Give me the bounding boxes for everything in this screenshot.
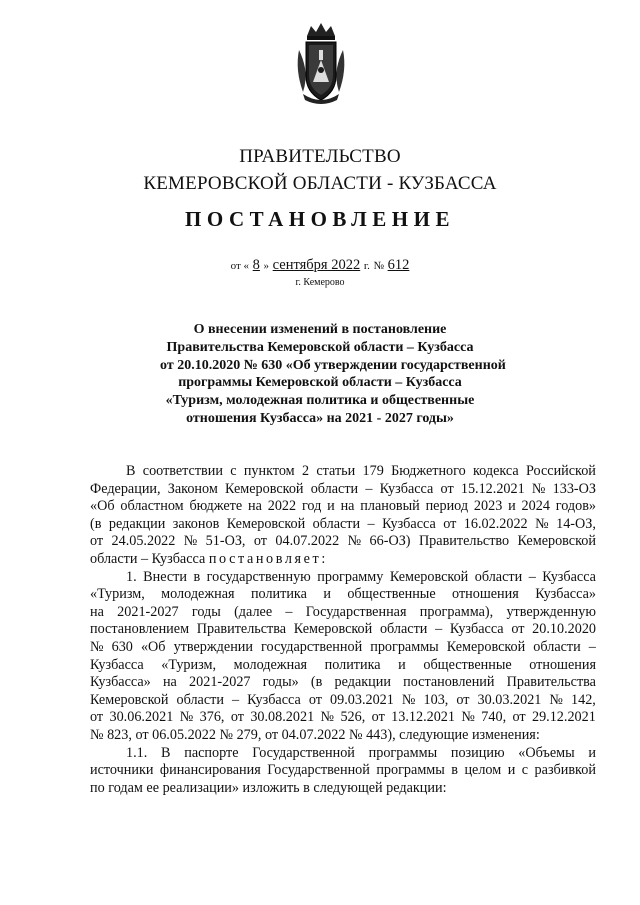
body-line: на 2021-2027 годы (далее – Государственная программа), утвержденную xyxy=(90,603,596,620)
body-line: Кемеровской области – Кузбасса от 09.03.2021 № 103, от 30.03.2021 № 142, xyxy=(90,691,596,708)
government-name-line2: КЕМЕРОВСКОЙ ОБЛАСТИ - КУЗБАССА xyxy=(143,173,497,194)
body-line-ruling xyxy=(90,551,596,569)
document-dateline xyxy=(0,257,640,274)
document-heading xyxy=(160,321,506,428)
coat-of-arms-emblem xyxy=(293,20,349,106)
heading-line: отношения Кузбасса» на 2021 - 2027 годы» xyxy=(186,410,454,426)
document-body xyxy=(90,463,596,797)
date-month-year: сентября 2022 xyxy=(272,257,361,273)
document-type-title: ПОСТАНОВЛЕНИЕ xyxy=(185,207,455,231)
body-line: источники финансирования Государственной программы в целом и с разбивкой xyxy=(90,762,596,779)
ruling-lead: области – Кузбасса xyxy=(90,550,206,567)
body-line: № 630 «Об утверждении государственной программы Кемеровской области – xyxy=(90,638,596,655)
document-number: 612 xyxy=(387,257,410,273)
body-line: от 30.06.2021 № 376, от 30.08.2021 № 526, от 13.12.2021 № 740, от 29.12.2021 xyxy=(90,709,596,726)
heading-line: программы Кемеровской области – Кузбасса xyxy=(178,375,462,391)
body-line: В соответствии с пунктом 2 статьи 179 Бюджетного кодекса Российской xyxy=(126,463,596,479)
body-line: «Об областном бюджете на 2022 год и на плановый период 2023 и 2024 годов» xyxy=(90,498,596,515)
body-line: Кузбасса «Туризм, молодежная политика и общественные отношения xyxy=(90,656,596,673)
heading-line: О внесении изменений в постановление xyxy=(193,322,447,337)
ruling-word: постановляет: xyxy=(208,550,328,567)
date-mid: » xyxy=(263,260,270,272)
heading-line: Правительства Кемеровской области – Кузбасса xyxy=(166,339,474,355)
date-prefix: от « xyxy=(230,260,250,272)
body-line: Кузбасса» на 2021-2027 годы» (в редакции постановлений Правительства xyxy=(90,674,596,691)
body-line: 1.1. В паспорте Государственной программы позицию «Объемы и xyxy=(126,744,596,761)
body-line: Федерации, Законом Кемеровской области – Кузбасса от 15.12.2021 № 133-ОЗ xyxy=(90,480,596,497)
number-label: № xyxy=(373,260,384,272)
body-line: 1. Внести в государственную программу Кемеровской области – Кузбасса xyxy=(126,568,596,585)
heading-line: «Туризм, молодежная политика и общественные xyxy=(165,393,475,409)
body-line: «Туризм, молодежная политика и общественные отношения Кузбасса» xyxy=(90,586,596,603)
body-line: от 24.05.2022 № 51-ОЗ, от 04.07.2022 № 66-ОЗ) Правительство Кемеровской xyxy=(90,533,596,550)
government-name-line1: ПРАВИТЕЛЬСТВО xyxy=(239,146,401,167)
body-line: (в редакции законов Кемеровской области – Кузбасса от 16.02.2022 № 14-ОЗ, xyxy=(90,515,596,532)
body-line: постановлением Правительства Кемеровской области – Кузбасса от 20.10.2020 xyxy=(90,621,596,638)
body-line: № 823, от 06.05.2022 № 279, от 04.07.2022 № 443), следующие изменения: xyxy=(90,726,540,743)
date-year-suffix: г. xyxy=(363,260,370,272)
body-line: по годам ее реализации» изложить в следующей редакции: xyxy=(90,779,447,796)
date-day: 8 xyxy=(252,257,260,273)
document-place: г. Кемерово xyxy=(295,277,345,288)
heading-line: от 20.10.2020 № 630 «Об утверждении государственной xyxy=(160,357,506,373)
